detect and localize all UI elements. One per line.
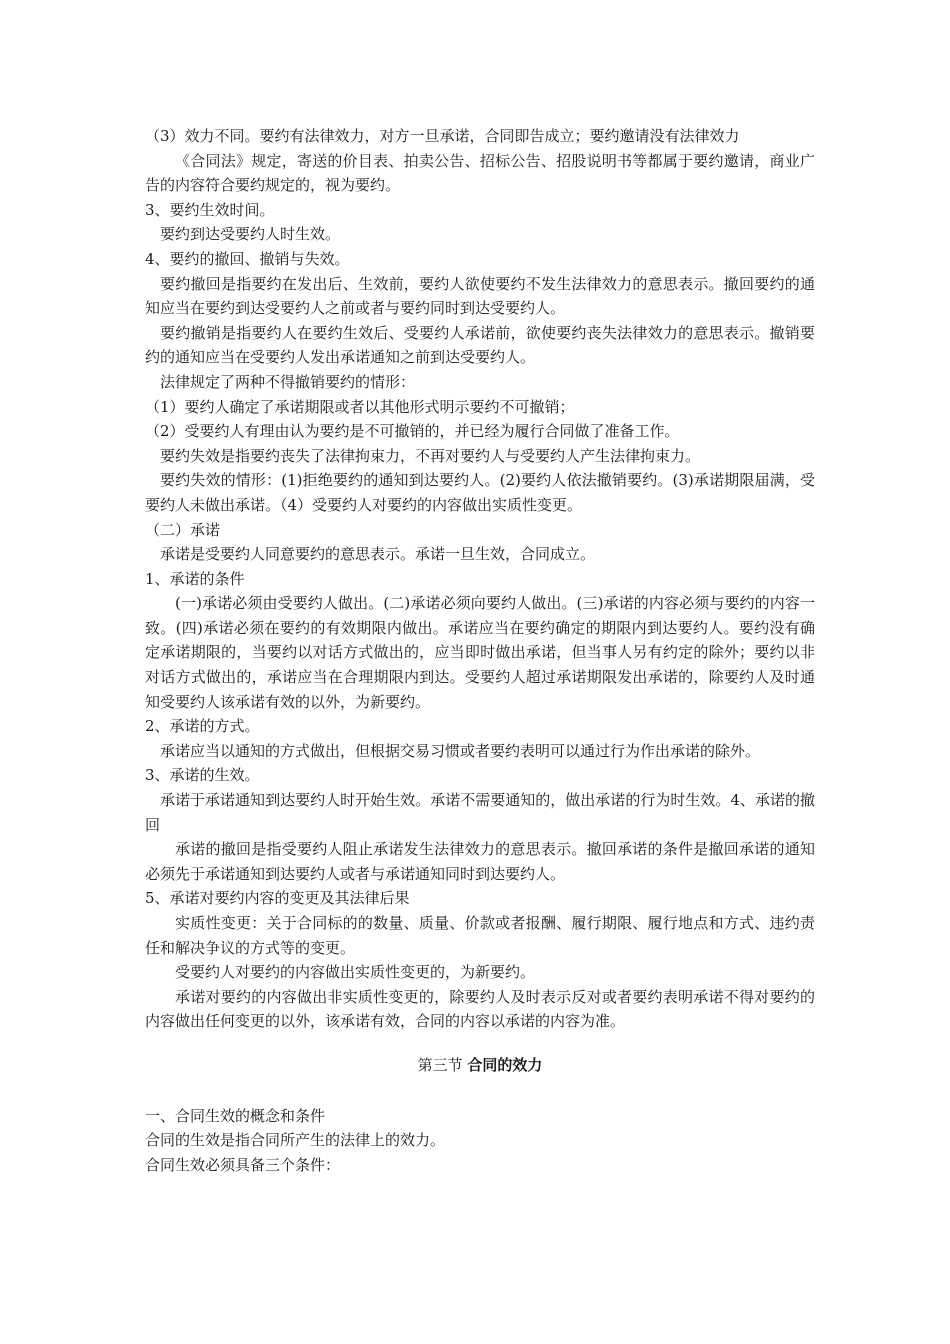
paragraph: 承诺对要约的内容做出非实质性变更的，除要约人及时表示反对或者要约表明承诺不得对要约的内容做出任何变更的以外，该承诺有效，合同的内容以承诺的内容为准。: [145, 987, 815, 1031]
section-number: 第三节: [417, 1055, 463, 1074]
list-heading: 3、承诺的生效。: [145, 766, 260, 785]
list-heading: 5、承诺对要约内容的变更及其法律后果: [145, 889, 410, 908]
paragraph: （3）效力不同。要约有法律效力，对方一旦承诺，合同即告成立；要约邀请没有法律效力: [145, 127, 740, 145]
subsection-heading: （二）承诺: [145, 520, 221, 539]
paragraph: 要约失效是指要约丧失了法律拘束力，不再对要约人与受要约人产生法律拘束力。: [160, 446, 701, 465]
paragraph: 《合同法》规定，寄送的价目表、拍卖公告、招标公告、招股说明书等都属于要约邀请，商业广告的内容符合要约规定的，视为要约。: [145, 151, 815, 195]
paragraph: 要约失效的情形：(1)拒绝要约的通知到达要约人。(2)要约人依法撤销要约。(3)承诺期限届满，受要约人未做出承诺。（4）受要约人对要约的内容做出实质性变更。: [145, 471, 815, 514]
list-heading: 1、承诺的条件: [145, 569, 245, 588]
section-heading: [145, 1053, 815, 1078]
document-body: [145, 124, 815, 1177]
paragraph: 要约到达受要约人时生效。: [160, 225, 341, 244]
paragraph: 要约撤回是指要约在发出后、生效前，要约人欲使要约不发生法律效力的意思表示。撤回要约的通知应当在要约到达受要约人之前或者与要约同时到达受要约人。: [145, 274, 815, 318]
paragraph: 合同生效必须具备三个条件：: [145, 1155, 341, 1174]
paragraph: 合同的生效是指合同所产生的法律上的效力。: [145, 1131, 446, 1150]
paragraph: (一)承诺必须由受要约人做出。(二)承诺必须向要约人做出。(三)承诺的内容必须与要约的内容一致。(四)承诺必须在要约的有效期限内做出。承诺应当在要约确定的期限内到达要约人。要约没有确定承诺期限的，当要约以对话方式做出的，应当即时做出承诺，但当事人另有约定的除外；要约以非对话方式做出的，承诺应当在合理期限内到达。受要约人超过承诺期限发出承诺的，除要约人及时通知受要约人该承诺有效的以外，为新要约。: [145, 594, 815, 711]
paragraph: 要约撤销是指要约人在要约生效后、受要约人承诺前，欲使要约丧失法律效力的意思表示。撤销要约的通知应当在受要约人发出承诺通知之前到达受要约人。: [145, 323, 815, 367]
paragraph: 承诺于承诺通知到达要约人时开始生效。承诺不需要通知的，做出承诺的行为时生效。4、承诺的撤回: [145, 791, 815, 834]
paragraph: 承诺是受要约人同意要约的意思表示。承诺一旦生效，合同成立。: [160, 545, 596, 564]
paragraph: 受要约人对要约的内容做出实质性变更的，为新要约。: [175, 963, 536, 982]
paragraph: 法律规定了两种不得撤销要约的情形：: [160, 372, 416, 391]
section-title: 合同的效力: [467, 1055, 543, 1074]
list-item: （1）要约人确定了承诺期限或者以其他形式明示要约不可撤销；: [145, 397, 575, 416]
list-heading: 一、合同生效的概念和条件: [145, 1106, 326, 1125]
list-item: （2）受要约人有理由认为要约是不可撤销的，并已经为履行合同做了准备工作。: [145, 422, 680, 441]
paragraph: 承诺的撤回是指受要约人阻止承诺发生法律效力的意思表示。撤回承诺的条件是撤回承诺的通知必须先于承诺通知到达要约人或者与承诺通知同时到达要约人。: [145, 840, 815, 883]
list-heading: 4、要约的撤回、撤销与失效。: [145, 249, 350, 268]
list-heading: 2、承诺的方式。: [145, 717, 260, 736]
paragraph: 实质性变更：关于合同标的的数量、质量、价款或者报酬、履行期限、履行地点和方式、违约责任和解决争议的方式等的变更。: [145, 914, 815, 957]
paragraph: 承诺应当以通知的方式做出，但根据交易习惯或者要约表明可以通过行为作出承诺的除外。: [160, 741, 761, 760]
list-heading: 3、要约生效时间。: [145, 200, 275, 219]
